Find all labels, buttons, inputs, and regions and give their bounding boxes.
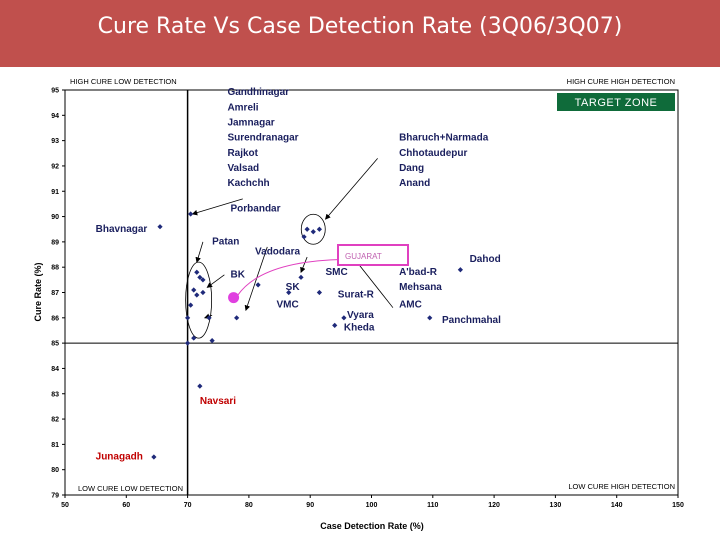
point-label: BK bbox=[230, 269, 245, 281]
point-label: Vyara bbox=[346, 309, 374, 321]
point-label: Porbandar bbox=[230, 203, 281, 215]
point-label: Bharuch+Narmada bbox=[399, 132, 489, 144]
point-label: Vadodara bbox=[255, 246, 301, 258]
y-tick-label: 85 bbox=[51, 340, 59, 348]
point-label: VMC bbox=[276, 299, 299, 311]
y-tick-label: 93 bbox=[51, 138, 59, 146]
y-tick-label: 81 bbox=[51, 441, 59, 449]
point-label: Surat-R bbox=[337, 289, 374, 301]
point-label: Bhavnagar bbox=[95, 223, 148, 235]
point-label: AMC bbox=[399, 299, 422, 311]
y-tick-label: 86 bbox=[51, 315, 59, 323]
point-label: Kheda bbox=[343, 322, 375, 334]
y-tick-label: 90 bbox=[51, 214, 59, 222]
point-label: Junagadh bbox=[95, 451, 143, 463]
gujarat-label: GUJARAT bbox=[345, 252, 382, 261]
scatter-chart bbox=[0, 67, 720, 540]
y-tick-label: 84 bbox=[51, 365, 59, 373]
x-tick-label: 90 bbox=[306, 502, 315, 509]
point-label: Chhotaudepur bbox=[399, 147, 468, 159]
point-label: Panchmahal bbox=[441, 314, 501, 326]
x-tick-label: 150 bbox=[672, 502, 684, 509]
y-tick-label: 88 bbox=[51, 264, 59, 272]
y-tick-label: 80 bbox=[51, 467, 59, 475]
y-tick-label: 95 bbox=[51, 87, 59, 95]
point-label: Anand bbox=[399, 178, 431, 190]
point-label: SMC bbox=[325, 266, 348, 278]
y-tick-label: 94 bbox=[51, 112, 59, 120]
x-tick-label: 100 bbox=[365, 502, 378, 509]
quadrant-label-top-left: HIGH CURE LOW DETECTION bbox=[70, 77, 177, 86]
point-label: Dang bbox=[399, 163, 425, 174]
y-tick-label: 82 bbox=[51, 416, 59, 424]
point-label: Surendranagar bbox=[227, 132, 299, 144]
point-label: Kachchh bbox=[227, 178, 270, 190]
quadrant-label-top-right: HIGH CURE HIGH DETECTION bbox=[566, 77, 675, 86]
point-label: Valsad bbox=[227, 163, 260, 174]
point-label: Amreli bbox=[227, 102, 259, 114]
point-label: Jamnagar bbox=[227, 117, 275, 129]
x-tick-label: 130 bbox=[549, 502, 562, 509]
y-tick-label: 79 bbox=[51, 492, 59, 500]
x-axis-title: Case Detection Rate (%) bbox=[320, 521, 424, 531]
y-tick-label: 87 bbox=[51, 290, 59, 297]
quadrant-label-bottom-right: LOW CURE HIGH DETECTION bbox=[568, 482, 675, 491]
x-tick-label: 60 bbox=[122, 502, 131, 509]
x-tick-label: 140 bbox=[610, 502, 623, 509]
point-label: Patan bbox=[212, 236, 240, 248]
x-tick-label: 120 bbox=[488, 502, 500, 509]
point-label: A'bad-R bbox=[399, 266, 438, 278]
y-tick-label: 91 bbox=[51, 188, 59, 196]
target-zone-label: TARGET ZONE bbox=[574, 97, 658, 109]
x-tick-label: 50 bbox=[61, 502, 69, 509]
point-label: SK bbox=[285, 281, 300, 293]
point-label: Navsari bbox=[199, 395, 237, 407]
title-banner bbox=[0, 0, 720, 67]
gujarat-point bbox=[228, 292, 239, 303]
point-label: Rajkot bbox=[227, 147, 259, 159]
x-tick-label: 80 bbox=[245, 502, 253, 509]
y-tick-label: 89 bbox=[51, 239, 59, 247]
point-label: Dahod bbox=[469, 254, 501, 266]
y-tick-label: 83 bbox=[51, 391, 59, 399]
y-tick-label: 92 bbox=[51, 163, 59, 171]
x-tick-label: 70 bbox=[183, 502, 192, 509]
point-label: Gandhinagar bbox=[227, 87, 290, 99]
y-axis-title: Cure Rate (%) bbox=[33, 262, 43, 322]
page-title: Cure Rate Vs Case Detection Rate (3Q06/3Q07) bbox=[97, 14, 623, 39]
quadrant-label-bottom-left: LOW CURE LOW DETECTION bbox=[78, 484, 184, 493]
point-label: Mehsana bbox=[399, 281, 442, 293]
x-tick-label: 110 bbox=[427, 502, 439, 509]
